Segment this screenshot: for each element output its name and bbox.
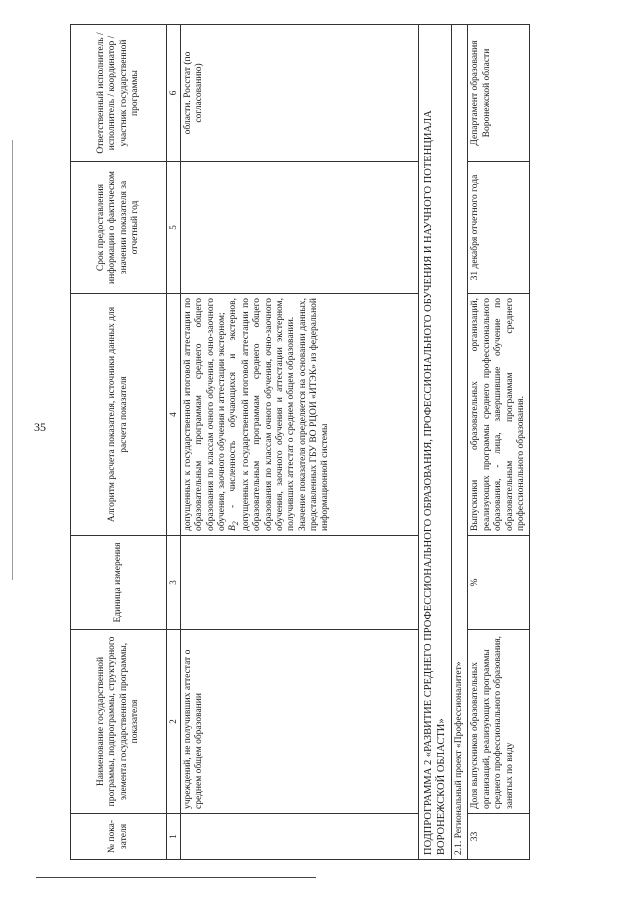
algorithm-text-1: допущенных к государственной итоговой аттестации по образовательным программам среднего общего образования по классам очного обучения, очно-заочного обучения, заочного обучения и аттестации экстерном; (182, 298, 227, 531)
cell-deadline: 31 декабря отчетного года (468, 162, 530, 294)
subsection-title: 2.1. Региональный проект «Профессионалитет» (452, 25, 468, 860)
variable-symbol: B (228, 525, 239, 531)
cell-responsible: области. Росстат (по согласованию) (180, 25, 418, 162)
cell-algorithm: Выпускники образовательных организаций, реализующих программы среднего профессионального образования, - лица, завершившие обучение по образовательным программам среднего профессионального образования. (468, 294, 530, 536)
algorithm-text-3: Значение показателя определяется на основании данных, представленных ГБУ ВО РЦОИ «ИТЭК» из федеральной информационной системы (297, 298, 331, 531)
header-col-6: Ответственный исполнитель / исполнитель / координатор / участник государственной программы (71, 25, 167, 162)
cell-deadline (180, 162, 418, 294)
cell-unit (180, 536, 418, 630)
header-col-1: № пока-зателя (71, 814, 167, 860)
table-row (180, 25, 418, 860)
cell-indicator-name: учреждений, не получивших аттестат о среднем общем образовании (180, 630, 418, 814)
header-row (71, 25, 167, 860)
cell-responsible: Департамент образования Воронежской области (468, 25, 530, 162)
algorithm-text-2: - численность обучающихся и экстернов, допущенных к государственной итоговой аттестации по образовательным программам среднего общего образования по классам очного обучения, очно-заочного обучения, заочного обучения и аттестации экстерном, получивших аттестат о среднем общем образовании. (228, 298, 297, 531)
cell-algorithm (180, 294, 418, 536)
variable-subscript: 2 (231, 521, 241, 526)
col-number-3: 3 (167, 536, 181, 630)
cell-indicator-name: Доля выпускников образовательных организаций, реализующих программы среднего профессионального образования, занятых по виду (468, 630, 530, 814)
header-col-2: Наименование государственной программы, подпрограммы, структурного элемента государственной программы, показателя (71, 630, 167, 814)
page-number: 35 (34, 420, 46, 434)
cell-number: 33 (468, 814, 530, 860)
col-number-5: 5 (167, 162, 181, 294)
indicator-table (70, 24, 530, 860)
col-number-2: 2 (167, 630, 181, 814)
cell-number (180, 814, 418, 860)
header-col-3: Единица измерения (71, 536, 167, 630)
column-number-row (167, 25, 181, 860)
subprogram-title: ПОДПРОГРАММА 2 «РАЗВИТИЕ СРЕДНЕГО ПРОФЕССИОНАЛЬНОГО ОБРАЗОВАНИЯ, ПРОФЕССИОНАЛЬНОГО ОБУЧЕНИЯ И НАУЧНОГО ПОТЕНЦИАЛА ВОРОНЕЖСКОЙ ОБЛАСТИ» (418, 25, 451, 860)
margin-line (12, 140, 13, 580)
cell-unit: % (468, 536, 530, 630)
footer-rule (36, 877, 316, 878)
header-col-4: Алгоритм расчета показателя, источники данных для расчета показателя (71, 294, 167, 536)
variable-b2 (228, 521, 241, 531)
rotated-table-page (70, 25, 620, 860)
col-number-1: 1 (167, 814, 181, 860)
header-col-5: Срок предоставления информации о фактическом значении показателя за отчетный год (71, 162, 167, 294)
col-number-4: 4 (167, 294, 181, 536)
subprogram-row (418, 25, 451, 860)
subsection-row (452, 25, 468, 860)
col-number-6: 6 (167, 25, 181, 162)
table-row (468, 25, 530, 860)
